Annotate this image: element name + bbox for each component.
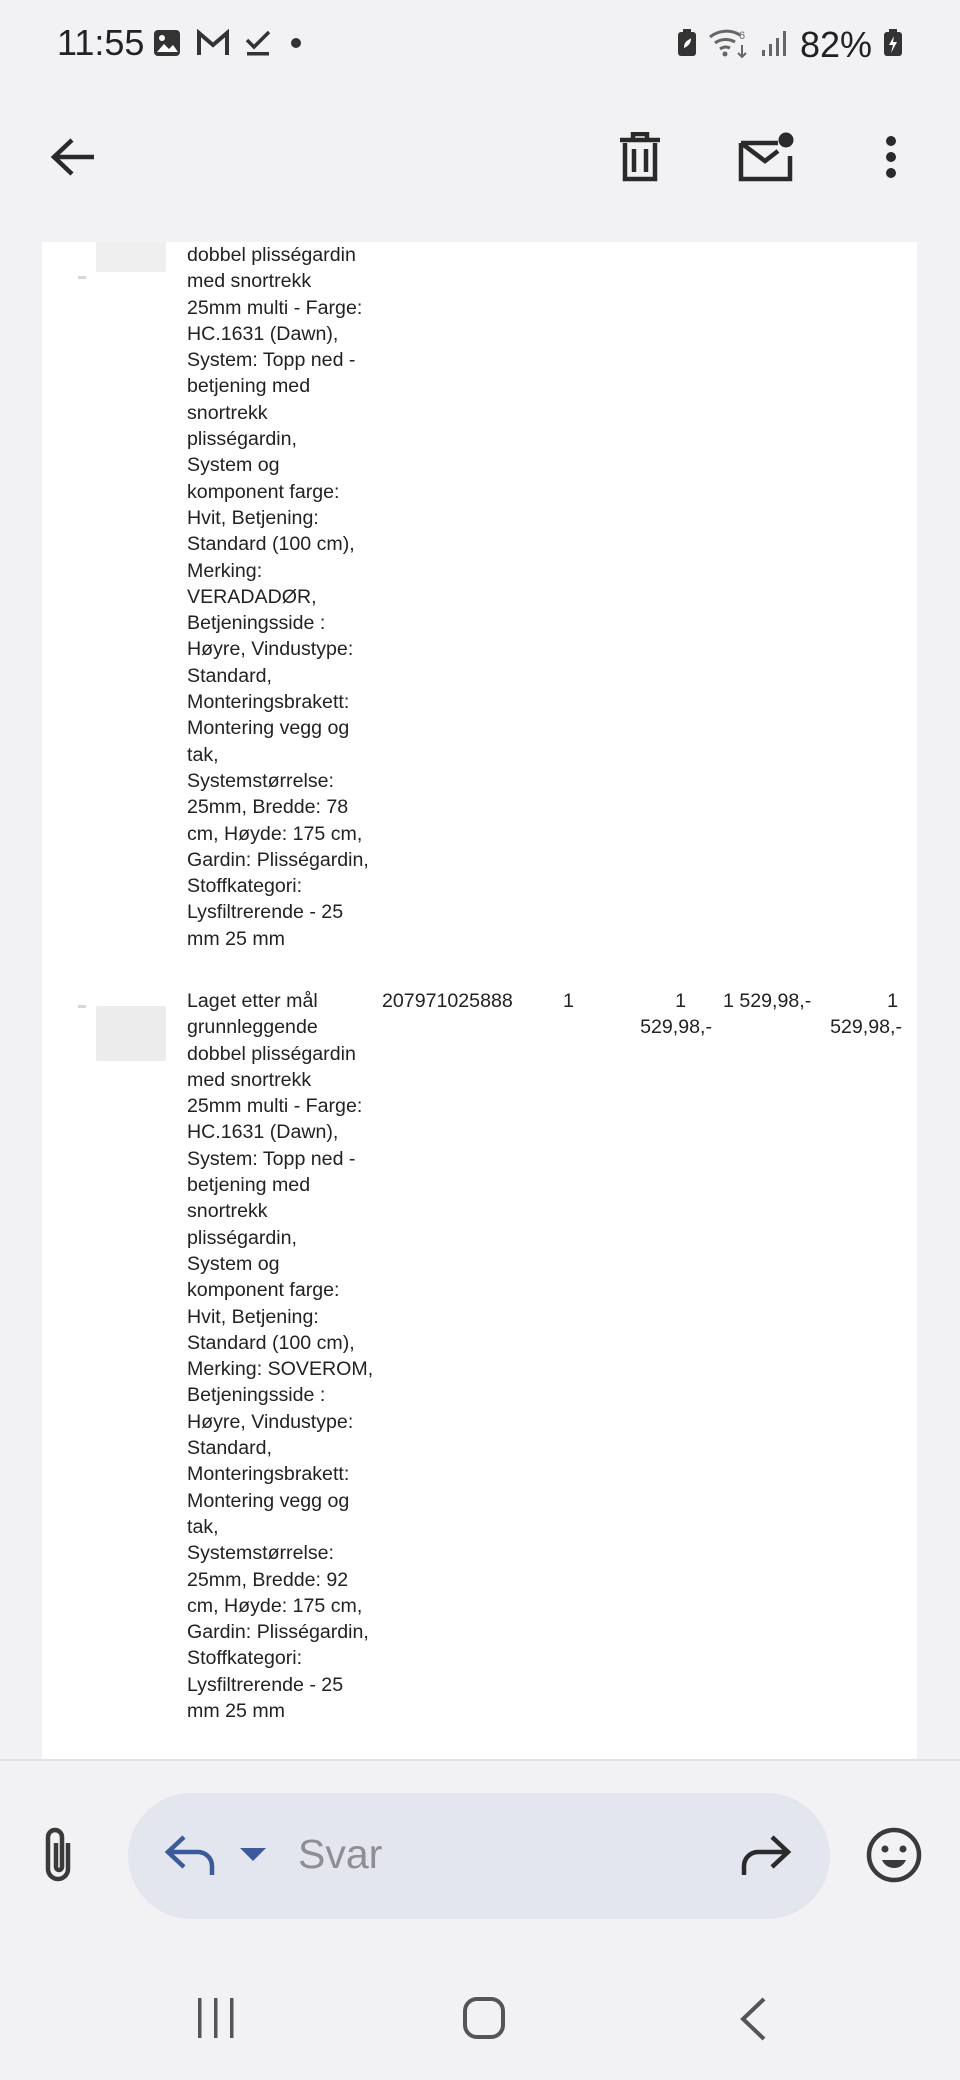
message-body[interactable] [0,242,960,1759]
gmail-icon [196,29,230,62]
item-description: dobbel plisségardin med snortrekk 25mm multi - Farge: HC.1631 (Dawn), System: Topp ned - betjening med snortrekk plisségardin, System og komponent farge: Hvit, Betjening: Standard (100 cm), Merking: VERADADØR, Betjeningsside : Høyre, Vindustype: Standard, Monteringsbrakett: Montering vegg og tak, Systemstørrelse: 25mm, Bredde: 78 cm, Høyde: 175 cm, Gardin: Plisségardin, Stoffkategori: Lysfiltrerende - 25 mm 25 mm [187,244,369,950]
back-icon [738,1997,768,2041]
mark-unread-button[interactable] [727,117,807,197]
reply-button[interactable] [164,1833,216,1882]
product-thumbnail [96,1006,166,1061]
top-app-bar [0,92,960,242]
thumbnail-mark [78,1005,86,1008]
emoji-icon [866,1827,922,1883]
reply-placeholder: Svar [298,1831,383,1877]
dropdown-icon [240,1848,266,1862]
dot-icon [286,33,306,58]
item-total [822,988,902,1041]
order-table [42,242,917,1759]
unit-price-line: 1 [675,990,686,1012]
reply-bar [0,1759,960,1961]
home-icon [462,1996,506,2040]
reply-options-button[interactable] [240,1848,266,1867]
mark-unread-icon [738,132,796,182]
gallery-icon [152,28,182,63]
item-unit-price [622,988,712,1041]
notification-icons [152,28,306,63]
forward-icon [740,1833,792,1877]
status-bar [0,0,960,92]
attach-button[interactable] [38,1825,78,1890]
nav-back-button[interactable] [738,1997,768,2046]
item-sku: 207971025888 [382,990,513,1012]
attach-icon [38,1825,78,1885]
battery-saver-icon [676,28,698,63]
system-icons [676,24,904,66]
total-line: 529,98,- [830,1016,902,1039]
reply-icon [164,1833,216,1877]
svg-text:6: 6 [738,29,746,42]
more-options-button[interactable] [851,117,931,197]
order-item-row [42,988,917,1748]
thumbnail-mark [78,276,86,279]
product-thumbnail [96,242,166,272]
wifi-6-icon [708,27,750,64]
order-item-row [42,242,917,972]
reply-field[interactable] [128,1793,830,1919]
battery-percentage: 82% [799,24,872,65]
item-description: Laget etter mål grunnleggende dobbel plisségardin med snortrekk 25mm multi - Farge: HC.1631 (Dawn), System: Topp ned - betjening med snortrekk plisségardin, System og komponent farge: Hvit, Betjening: Standard (100 cm), Merking: SOVEROM, Betjeningsside : Høyre, Vindustype: Standard, Monteringsbrakett: Montering vegg og tak, Systemstørrelse: 25mm, Bredde: 92 cm, Høyde: 175 cm, Gardin: Plisségardin, Stoffkategori: Lysfiltrerende - 25 mm 25 mm [187,990,374,1723]
recents-button[interactable] [195,1997,237,2044]
delete-button[interactable] [600,117,680,197]
recents-icon [195,1997,237,2039]
back-button[interactable] [33,117,113,197]
back-arrow-icon [50,137,96,177]
task-done-icon [244,28,272,63]
item-price: 1 529,98,- [723,990,812,1012]
item-quantity: 1 [563,990,574,1012]
forward-button[interactable] [740,1833,792,1882]
signal-icon [760,28,790,63]
emoji-button[interactable] [866,1827,922,1888]
total-line: 1 [887,990,898,1012]
delete-icon [618,132,662,182]
home-button[interactable] [462,1996,506,2045]
navigation-bar [0,1959,960,2080]
more-vert-icon [884,135,898,179]
status-time: 11:55 [57,22,145,63]
unit-price-line: 529,98,- [640,1016,712,1039]
battery-charging-icon [882,28,904,63]
